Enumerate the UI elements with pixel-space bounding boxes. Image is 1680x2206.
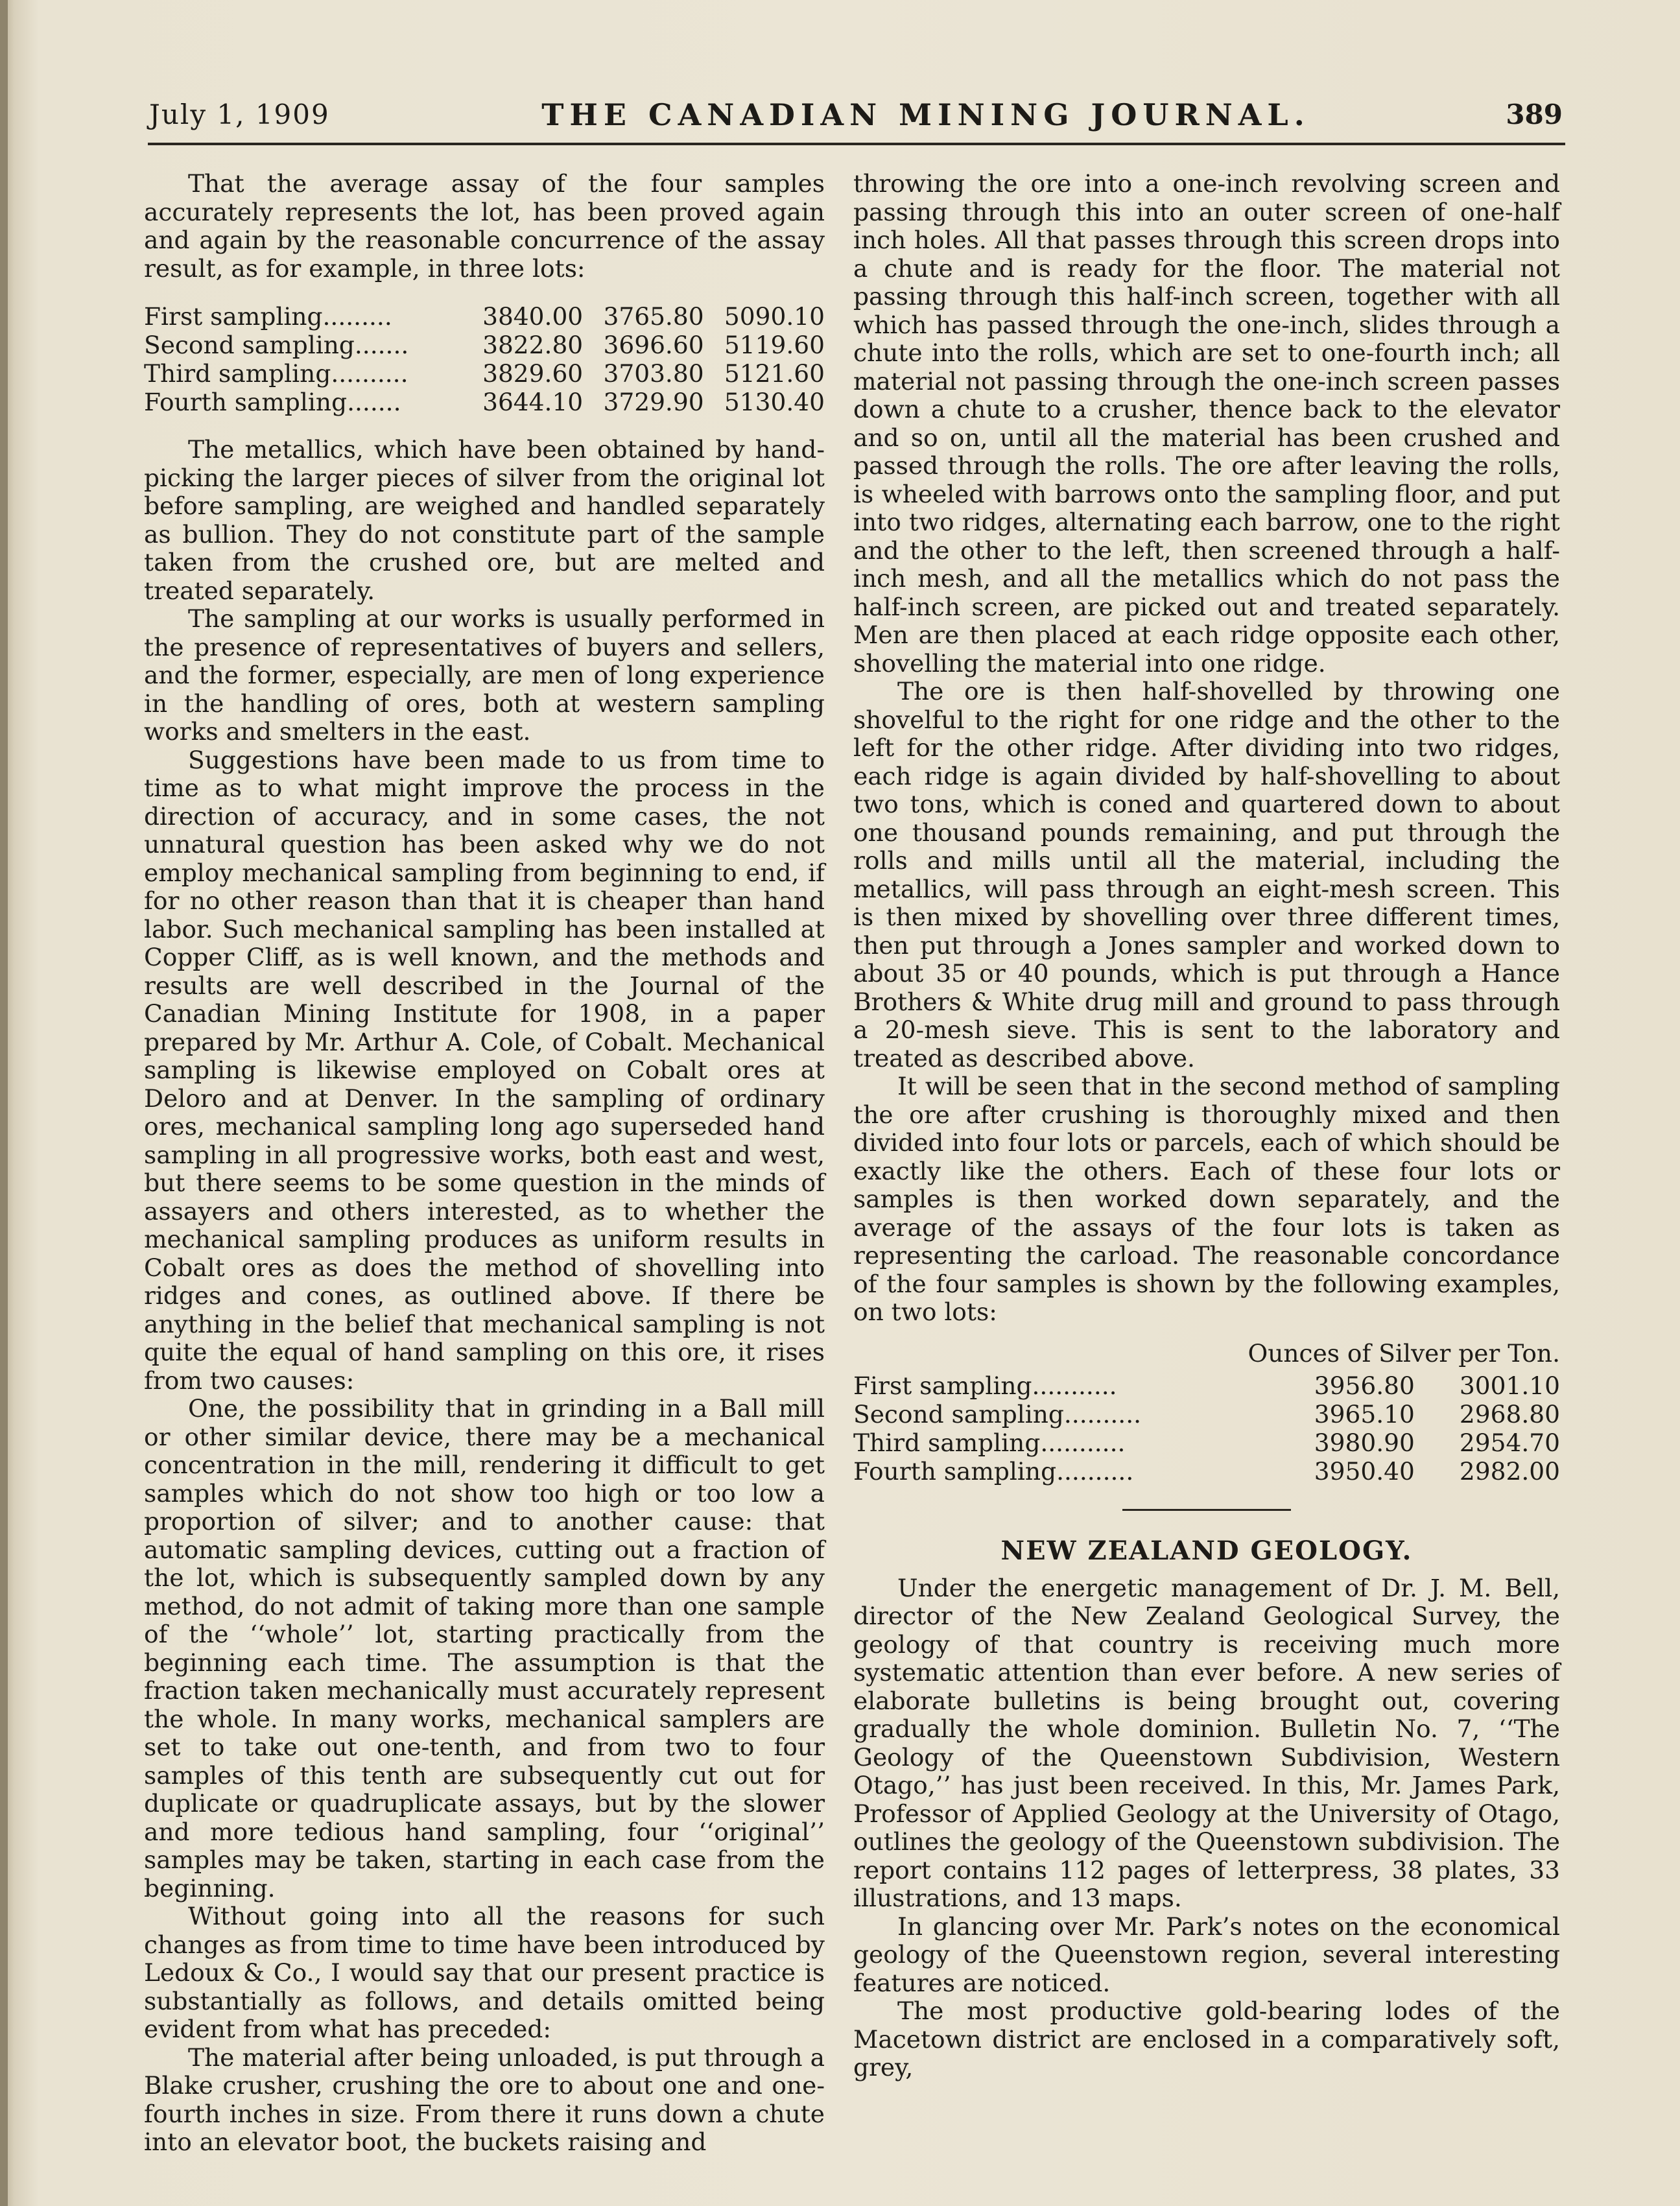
table-cell: 3840.00	[482, 302, 584, 331]
paragraph-suggestions: Suggestions have been made to us from time to time as to what might improve the process in the direction of accuracy, and in some cases, the not unnatural question has been asked why we do not employ mechanical sampling from beginning to end, if for no other reason than that it is cheaper than hand labor. Such mechanical sampling has been installed at Copper Cliff, as is well known, and the methods and results are well described in the Journal of the Canadian Mining Institute for 1908, in a paper prepared by Mr. Arthur A. Cole, of Cobalt. Mechanical sampling is likewise employed on Cobalt ores at Deloro and at Denver. In the sampling of ordinary ores, mechanical sampling long ago superseded hand sampling in all progressive works, both east and west, but there seems to be some question in the minds of assayers and others interested, as to whether the mechanical sampling produces as uniform results in Cobalt ores as does the method of shovelling into ridges and cones, as outlined above. If there be anything in the belief that mechanical sampling is not quite the equal of hand sampling on this ore, it rises from two causes:	[144, 745, 825, 1395]
table-cell: 3950.40	[1314, 1457, 1415, 1486]
assay-table-two-lots	[853, 1371, 1560, 1486]
paragraph-nz-3: The most productive gold-bearing lodes of the Macetown district are enclosed in a comparatively soft, grey,	[853, 1997, 1560, 2081]
row-label: Fourth sampling..........	[853, 1457, 1134, 1486]
table-cell: 3644.10	[482, 388, 584, 416]
section-divider	[1122, 1509, 1291, 1511]
right-column	[853, 170, 1560, 2082]
table-row	[853, 1371, 1560, 1400]
table-cell: 3829.60	[482, 359, 584, 388]
table-row	[144, 388, 825, 416]
table-cell: 3001.10	[1459, 1371, 1560, 1400]
binding-edge	[0, 0, 8, 2206]
paragraph-throwing: throwing the ore into a one-inch revolving screen and passing through this into an outer screen of one-half inch holes. All that passes through this screen drops into a chute and is ready for the floor. The material not passing through this half-inch screen, together with all which has passed through the one-inch, slides through a chute into the rolls, which are set to one-fourth inch; all material not passing through the one-inch screen passes down a chute to a crusher, thence back to the elevator and so on, until all the material has been crushed and passed through the rolls. The ore after leaving the rolls, is wheeled with barrows onto the sampling floor, and put into two ridges, alternating each barrow, one to the right and the other to the left, then screened through a half-inch mesh, and all the metallics which do not pass the half-inch screen, are picked out and treated separately. Men are then placed at each ridge opposite each other, shovelling the material into one ridge.	[853, 169, 1560, 678]
table-cell: 3729.90	[603, 388, 704, 416]
table-cell: 5119.60	[724, 331, 825, 359]
table-cell: 5090.10	[724, 302, 825, 331]
table-cell: 3703.80	[603, 359, 704, 388]
assay-table-three-lots	[144, 302, 825, 416]
paragraph-metallics: The metallics, which have been obtained by hand-picking the larger pieces of silver from the original lot before sampling, are weighed and handled separately as bullion. They do not constitute part of the sample taken from the crushed ore, but are melted and treated separately.	[144, 435, 825, 605]
table-row	[144, 359, 825, 388]
table-cell: 2982.00	[1459, 1457, 1560, 1486]
table-row	[144, 331, 825, 359]
table-cell: 3965.10	[1314, 1400, 1415, 1429]
paragraph-works: The sampling at our works is usually performed in the presence of representatives of buyers and sellers, and the former, especially, are men of long experience in the handling of ores, both at western sampling works and smelters in the east.	[144, 604, 825, 746]
left-column	[144, 170, 825, 2157]
paragraph-one: One, the possibility that in grinding in a Ball mill or other similar device, there may be a mechanical concentration in the mill, rendering it difficult to get samples which do not show too high or too low a proportion of silver; and to another cause: that automatic sampling devices, cutting out a fraction of the lot, which is subsequently sampled down by any method, do not admit of taking more than one sample of the ‘‘whole’’ lot, starting practically from the beginning each time. The assumption is that the fraction taken mechanically must accurately represent the whole. In many works, mechanical samplers are set to take out one-tenth, and from two to four samples of this tenth are subsequently cut out for duplicate or quadruplicate assays, but by the slower and more tedious hand sampling, four ‘‘original’’ samples may be taken, starting in each case from the beginning.	[144, 1394, 825, 1903]
page-number: 389	[1506, 99, 1563, 130]
table-cell: 3822.80	[482, 331, 584, 359]
paragraph-without: Without going into all the reasons for such changes as from time to time have been introduced by Ledoux & Co., I would say that our present practice is substantially as follows, and details omitted being evident from what has preceded:	[144, 1902, 825, 2043]
running-header	[148, 97, 1565, 145]
table-cell: 3956.80	[1314, 1371, 1415, 1400]
paragraph-half-shovelled: The ore is then half-shovelled by throwing one shovelful to the right for one ridge and the other to the left for the other ridge. After dividing into two ridges, each ridge is again divided by half-shovelling to about two tons, which is coned and quartered down to about one thousand pounds remaining, and put through the rolls and mills until all the material, including the metallics, will pass through an eight-mesh screen. This is then mixed by shovelling over three different times, then put through a Jones sampler and worked down to about 35 or 40 pounds, which is put through a Hance Brothers & White drug mill and ground to pass through a 20-mesh sieve. This is sent to the laboratory and treated as described above.	[853, 677, 1560, 1073]
paragraph-nz-2: In glancing over Mr. Park’s notes on the economical geology of the Queenstown region, several interesting features are noticed.	[853, 1912, 1560, 1997]
paragraph-seen: It will be seen that in the second method of sampling the ore after crushing is thoroughly mixed and then divided into four lots or parcels, each of which should be exactly like the others. Each of these four lots or samples is then worked down separately, and the average of the assays of the four lots is taken as representing the carload. The reasonable concordance of the four samples is shown by the following examples, on two lots:	[853, 1072, 1560, 1326]
row-label: Second sampling..........	[853, 1400, 1142, 1429]
table-cell: 2968.80	[1459, 1400, 1560, 1429]
row-label: Second sampling.......	[144, 331, 409, 359]
issue-date: July 1, 1909	[149, 99, 330, 130]
row-label: Fourth sampling.......	[144, 388, 401, 416]
journal-title: THE CANADIAN MINING JOURNAL.	[541, 97, 1310, 132]
row-label: Third sampling...........	[853, 1429, 1126, 1457]
row-label: First sampling...........	[853, 1371, 1117, 1400]
paragraph-material: The material after being unloaded, is put through a Blake crusher, crushing the ore to about one and one-fourth inches in size. From there it runs down a chute into an elevator boot, the buckets raising and	[144, 2043, 825, 2156]
row-label: First sampling.........	[144, 302, 392, 331]
table-cell: 2954.70	[1459, 1429, 1560, 1457]
table-row	[144, 302, 825, 331]
table-cell: 5121.60	[724, 359, 825, 388]
table-row	[853, 1457, 1560, 1486]
table-row	[853, 1400, 1560, 1429]
table-cell: 5130.40	[724, 388, 825, 416]
article-headline: NEW ZEALAND GEOLOGY.	[1000, 1536, 1413, 1566]
row-label: Third sampling..........	[144, 359, 408, 388]
table-cell: 3980.90	[1314, 1429, 1415, 1457]
table-row	[853, 1429, 1560, 1457]
table-cell: 3696.60	[603, 331, 704, 359]
paragraph-nz-1: Under the energetic management of Dr. J. M. Bell, director of the New Zealand Geological Survey, the geology of that country is receiving much more systematic attention than ever before. A new series of elaborate bulletins is being brought out, covering gradually the whole dominion. Bulletin No. 7, ‘‘The Geology of the Queenstown Subdivision, Western Otago,’’ has just been received. In this, Mr. James Park, Professor of Applied Geology at the University of Otago, outlines the geology of the Queenstown subdivision. The report contains 112 pages of letterpress, 38 plates, 33 illustrations, and 13 maps.	[853, 1573, 1560, 1912]
table-header-ounces: Ounces of Silver per Ton.	[1248, 1338, 1560, 1368]
table-cell: 3765.80	[603, 302, 704, 331]
paragraph-intro: That the average assay of the four samples accurately represents the lot, has been proved again and again by the reasonable concurrence of the assay result, as for example, in three lots:	[144, 169, 825, 283]
